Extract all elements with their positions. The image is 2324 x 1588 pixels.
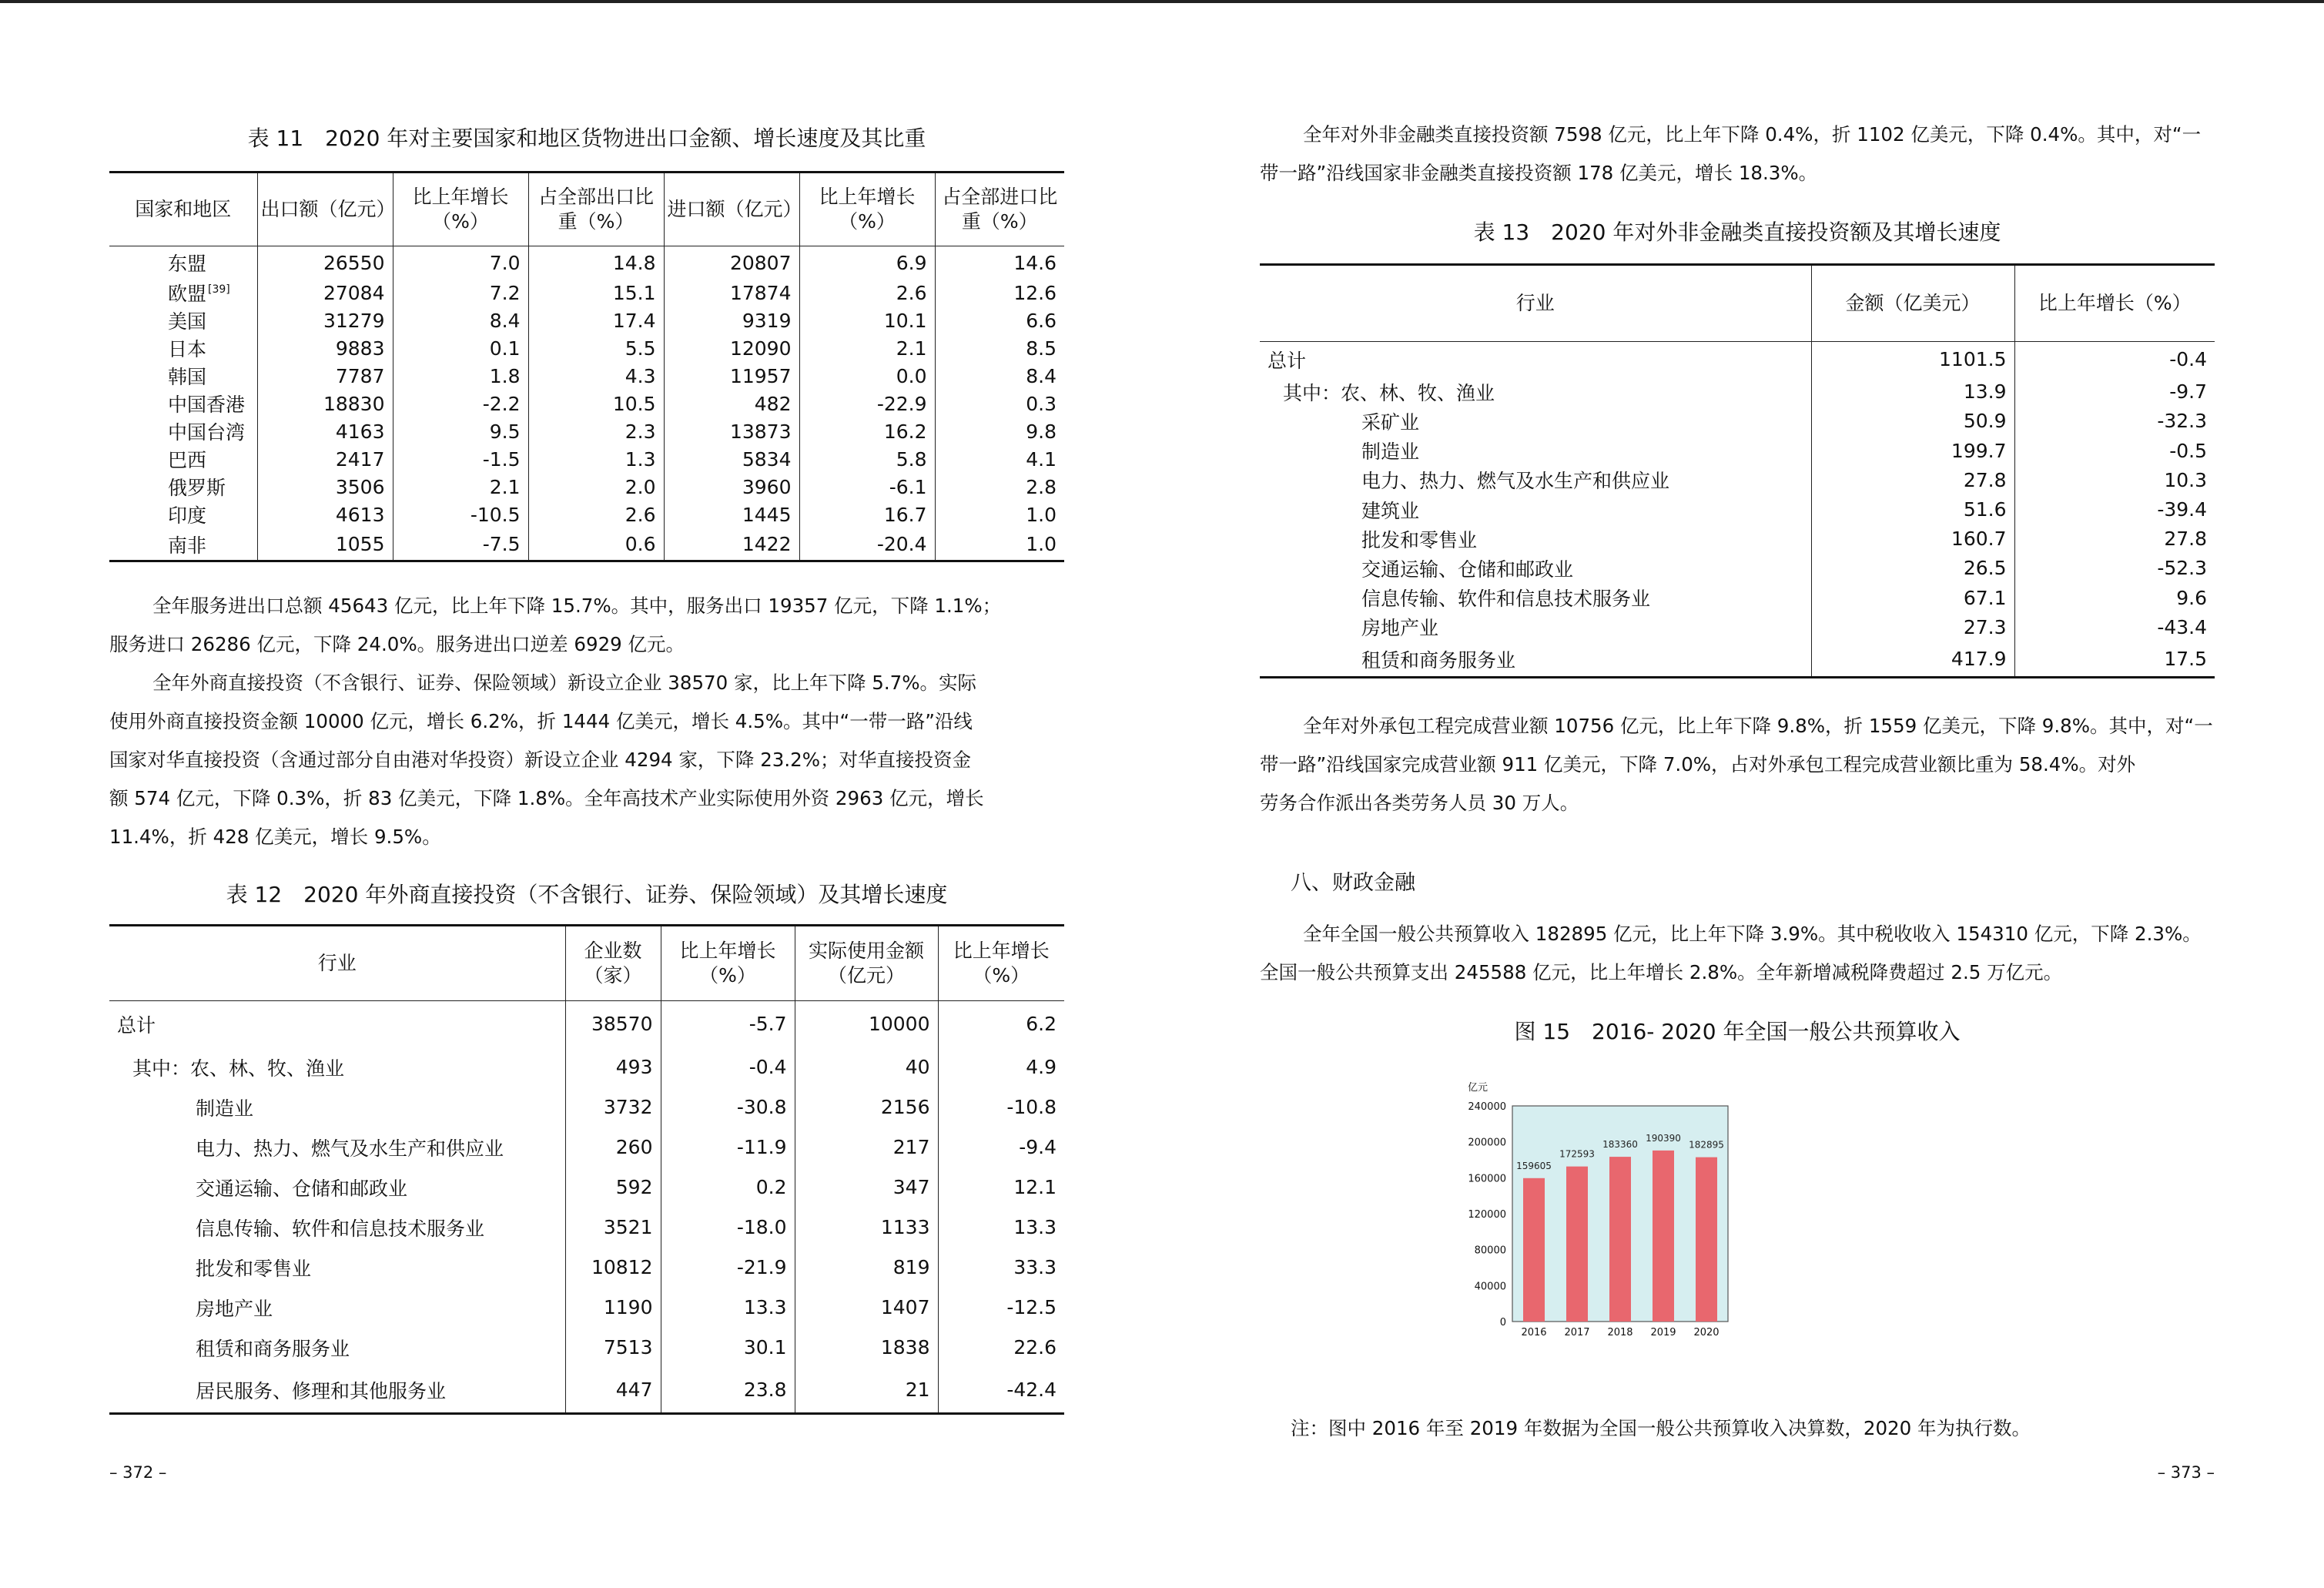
right-page bbox=[1260, 0, 2215, 1588]
table12-cell: -5.7 bbox=[661, 1001, 795, 1047]
bar-2016 bbox=[1523, 1178, 1545, 1322]
table13-row-label: 采矿业 bbox=[1361, 410, 1420, 434]
table12-cell: 493 bbox=[565, 1047, 661, 1087]
table11-cell: 8.5 bbox=[935, 334, 1064, 362]
table12-cell: -21.9 bbox=[661, 1248, 795, 1288]
paragraph-services-trade bbox=[109, 587, 1064, 664]
table13-cell: 1101.5 bbox=[1811, 342, 2014, 377]
table13-cell: 199.7 bbox=[1811, 436, 2014, 465]
table11-header: 出口额（亿元） bbox=[257, 173, 393, 246]
table11 bbox=[109, 171, 1064, 562]
paragraph-line: 服务进口 26286 亿元，下降 24.0%。服务进出口逆差 6929 亿元。 bbox=[109, 633, 685, 655]
table12-header-row bbox=[109, 926, 1064, 1001]
table11-cell: 16.2 bbox=[799, 417, 935, 445]
table13-row bbox=[1260, 465, 2215, 494]
table12-row bbox=[109, 1328, 1064, 1368]
x-tick-label-2018: 2018 bbox=[1607, 1327, 1633, 1338]
table11-cell: 27084 bbox=[257, 279, 393, 307]
table12-row bbox=[109, 1168, 1064, 1208]
table11-body bbox=[109, 246, 1064, 561]
table11-cell: 4613 bbox=[257, 501, 393, 528]
table11-cell: 13873 bbox=[664, 417, 799, 445]
table12-cell: 217 bbox=[795, 1127, 938, 1168]
table11-cell: 2.6 bbox=[799, 279, 935, 307]
table11-row-label: 俄罗斯 bbox=[168, 477, 226, 499]
table12-header: 行业 bbox=[317, 952, 357, 974]
table11-cell: 1.3 bbox=[528, 445, 664, 473]
table13-row bbox=[1260, 377, 2215, 407]
table12-body bbox=[109, 1001, 1064, 1414]
table12-cell: 40 bbox=[795, 1047, 938, 1087]
table13-cell: -32.3 bbox=[2014, 407, 2215, 436]
table11-cell: 17874 bbox=[664, 279, 799, 307]
table11-row bbox=[109, 390, 1064, 417]
data-label-2020: 182895 bbox=[1689, 1139, 1724, 1151]
row-label-text: 欧盟 bbox=[168, 283, 207, 305]
table12-cell: 819 bbox=[795, 1248, 938, 1288]
table12-cell: -11.9 bbox=[661, 1127, 795, 1168]
table11-cell: -22.9 bbox=[799, 390, 935, 417]
table11-cell: 2.1 bbox=[799, 334, 935, 362]
table11-cell: 1422 bbox=[664, 528, 799, 561]
table11-header: 比上年增长（%） bbox=[393, 173, 528, 246]
table11-cell: 31279 bbox=[257, 307, 393, 334]
table12-header: 比上年增长（%） bbox=[661, 926, 795, 1001]
table11-row-label: 中国香港 bbox=[168, 394, 246, 416]
table12-cell: 6.2 bbox=[938, 1001, 1064, 1047]
table11-cell: 2.6 bbox=[528, 501, 664, 528]
data-label-2019: 190390 bbox=[1646, 1132, 1681, 1144]
table11-header-row bbox=[109, 173, 1064, 246]
table13-cell: 27.8 bbox=[2014, 524, 2215, 554]
table11-cell: 14.6 bbox=[935, 246, 1064, 280]
x-tick-label-2016: 2016 bbox=[1521, 1327, 1547, 1338]
table13-cell: 27.8 bbox=[1811, 465, 2014, 494]
bar-2020 bbox=[1696, 1157, 1717, 1322]
table11-row-label: 南非 bbox=[168, 534, 207, 557]
paragraph-line: 11.4%，折 428 亿美元，增长 9.5%。 bbox=[109, 826, 441, 848]
bar-2017 bbox=[1566, 1167, 1588, 1322]
data-label-2017: 172593 bbox=[1559, 1148, 1595, 1160]
table11-cell: -2.2 bbox=[393, 390, 528, 417]
table12-row-label: 制造业 bbox=[196, 1097, 254, 1120]
table12-row bbox=[109, 1047, 1064, 1087]
data-label-2016: 159605 bbox=[1516, 1160, 1552, 1171]
table11-row-label: 巴西 bbox=[168, 449, 207, 471]
table12-cell: 1190 bbox=[565, 1288, 661, 1328]
figure15-chart bbox=[1460, 1078, 1753, 1363]
table11-header: 比上年增长（%） bbox=[799, 173, 935, 246]
table12-row bbox=[109, 1001, 1064, 1047]
y-tick-label: 240000 bbox=[1468, 1101, 1506, 1113]
table12-cell: 13.3 bbox=[938, 1208, 1064, 1248]
table12-cell: -10.8 bbox=[938, 1087, 1064, 1127]
table12-cell: -0.4 bbox=[661, 1047, 795, 1087]
table13-cell: -43.4 bbox=[2014, 612, 2215, 642]
table13-row-label: 制造业 bbox=[1361, 441, 1420, 464]
table11-row-label: 东盟 bbox=[168, 253, 207, 275]
table12-cell: 3521 bbox=[565, 1208, 661, 1248]
table11-row bbox=[109, 362, 1064, 390]
table13-row bbox=[1260, 612, 2215, 642]
paragraph-line: 全年全国一般公共预算收入 182895 亿元，比上年下降 3.9%。其中税收收入 154310 亿元，下降 2.3%。 bbox=[1303, 923, 2202, 945]
x-tick-label-2017: 2017 bbox=[1564, 1327, 1590, 1338]
table12-row-label: 信息传输、软件和信息技术服务业 bbox=[196, 1217, 485, 1240]
table13-row bbox=[1260, 583, 2215, 612]
table13-cell: 17.5 bbox=[2014, 642, 2215, 677]
table11-cell: 14.8 bbox=[528, 246, 664, 280]
table12-cell: 447 bbox=[565, 1368, 661, 1414]
table11-cell: 2.1 bbox=[393, 473, 528, 501]
table11-cell: 10.5 bbox=[528, 390, 664, 417]
table11-row-label: 日本 bbox=[168, 338, 207, 360]
table11-row bbox=[109, 307, 1064, 334]
table11-cell: 8.4 bbox=[935, 362, 1064, 390]
table12-row bbox=[109, 1368, 1064, 1414]
table13-cell: 160.7 bbox=[1811, 524, 2014, 554]
table13-row-label: 批发和零售业 bbox=[1361, 528, 1478, 551]
table12-cell: 12.1 bbox=[938, 1168, 1064, 1208]
paragraph-contracted-projects bbox=[1260, 707, 2215, 822]
table13-row bbox=[1260, 554, 2215, 583]
table11-row bbox=[109, 501, 1064, 528]
table11-cell: 1.0 bbox=[935, 501, 1064, 528]
table12-header: 企业数（家） bbox=[565, 926, 661, 1001]
table13-row-label: 租赁和商务服务业 bbox=[1361, 648, 1516, 672]
paragraph-line: 全国一般公共预算支出 245588 亿元，比上年增长 2.8%。全年新增减税降费超过 2.5 万亿元。 bbox=[1260, 961, 2063, 983]
table11-row bbox=[109, 528, 1064, 561]
x-tick-label-2020: 2020 bbox=[1693, 1327, 1720, 1338]
paragraph-foreign-investment bbox=[109, 664, 1064, 856]
table11-row bbox=[109, 246, 1064, 280]
table11-cell: 482 bbox=[664, 390, 799, 417]
table12-row bbox=[109, 1288, 1064, 1328]
table11-row-label: 美国 bbox=[168, 310, 207, 333]
table12-cell: 1407 bbox=[795, 1288, 938, 1328]
table12-cell: 592 bbox=[565, 1168, 661, 1208]
table11-cell: 5834 bbox=[664, 445, 799, 473]
table13-cell: 417.9 bbox=[1811, 642, 2014, 677]
table13-cell: -52.3 bbox=[2014, 554, 2215, 583]
table12-cell: 30.1 bbox=[661, 1328, 795, 1368]
table12-cell: 13.3 bbox=[661, 1288, 795, 1328]
table11-cell: 9.5 bbox=[393, 417, 528, 445]
figure15-caption: 图 15 2016- 2020 年全国一般公共预算收入 bbox=[1514, 1019, 1961, 1044]
table12-cell: 33.3 bbox=[938, 1248, 1064, 1288]
table11-cell: 7.0 bbox=[393, 246, 528, 280]
table11-row bbox=[109, 279, 1064, 307]
table12-row-label: 居民服务、修理和其他服务业 bbox=[196, 1379, 447, 1402]
data-label-2018: 183360 bbox=[1602, 1139, 1638, 1151]
table11-header: 国家和地区 bbox=[135, 198, 232, 220]
section-heading: 八、财政金融 bbox=[1291, 871, 1415, 895]
table12-row-label: 批发和零售业 bbox=[196, 1257, 312, 1280]
table13-row-label: 信息传输、软件和信息技术服务业 bbox=[1361, 588, 1651, 611]
paragraph-line: 全年外商直接投资（不含银行、证券、保险领域）新设立企业 38570 家，比上年下降 5.7%。实际 bbox=[152, 672, 977, 694]
table12-header: 比上年增长（%） bbox=[938, 926, 1064, 1001]
paragraph-line: 全年对外非金融类直接投资额 7598 亿元，比上年下降 0.4%，折 1102 亿美元，下降 0.4%。其中，对“一 bbox=[1303, 123, 2202, 146]
table12-cell: 10000 bbox=[795, 1001, 938, 1047]
table11-caption: 表 11 2020 年对主要国家和地区货物进出口金额、增长速度及其比重 bbox=[247, 126, 926, 151]
table12-cell: 21 bbox=[795, 1368, 938, 1414]
table11-cell: 1.0 bbox=[935, 528, 1064, 561]
page-number-right: – 373 – bbox=[2157, 1463, 2215, 1482]
table12-cell: 347 bbox=[795, 1168, 938, 1208]
table12-cell: -30.8 bbox=[661, 1087, 795, 1127]
table11-cell: 12090 bbox=[664, 334, 799, 362]
table11-row-label: 印度 bbox=[168, 504, 207, 527]
table11-cell: -6.1 bbox=[799, 473, 935, 501]
table13-cell: 26.5 bbox=[1811, 554, 2014, 583]
table11-cell: 15.1 bbox=[528, 279, 664, 307]
y-tick-label: 80000 bbox=[1474, 1245, 1506, 1257]
y-tick-label: 0 bbox=[1499, 1317, 1506, 1328]
table12-cell: 1838 bbox=[795, 1328, 938, 1368]
table13-row-label: 建筑业 bbox=[1361, 499, 1420, 522]
table11-cell: 4.1 bbox=[935, 445, 1064, 473]
table11-row-label: 中国台湾 bbox=[168, 421, 246, 444]
table13-row bbox=[1260, 342, 2215, 377]
x-tick-label-2019: 2019 bbox=[1650, 1327, 1676, 1338]
table13-row-label: 房地产业 bbox=[1361, 617, 1439, 640]
table13-row-label: 电力、热力、燃气及水生产和供应业 bbox=[1361, 470, 1670, 493]
table13-row bbox=[1260, 494, 2215, 524]
table11-cell: 0.3 bbox=[935, 390, 1064, 417]
table11-row-label bbox=[109, 279, 257, 307]
left-page bbox=[109, 0, 1064, 1588]
table13-row bbox=[1260, 407, 2215, 436]
table12-cell: 38570 bbox=[565, 1001, 661, 1047]
bar-chart-svg bbox=[1460, 1078, 1753, 1363]
table13-header: 行业 bbox=[1515, 292, 1555, 314]
table12-row-label: 交通运输、仓储和邮政业 bbox=[196, 1177, 408, 1200]
paragraph-line: 带一路”沿线国家完成营业额 911 亿美元，下降 7.0%，占对外承包工程完成营业额比重为 58.4%。对外 bbox=[1260, 753, 2136, 776]
table12-row bbox=[109, 1087, 1064, 1127]
table11-header: 进口额（亿元） bbox=[664, 173, 799, 246]
table11-cell: 9883 bbox=[257, 334, 393, 362]
table11-cell: 3960 bbox=[664, 473, 799, 501]
paragraph-line: 劳务合作派出各类劳务人员 30 万人。 bbox=[1260, 792, 1579, 814]
table11-cell: 20807 bbox=[664, 246, 799, 280]
table11-cell: 1055 bbox=[257, 528, 393, 561]
y-tick-label: 40000 bbox=[1474, 1281, 1506, 1293]
bar-2019 bbox=[1653, 1151, 1674, 1322]
table12-cell: 4.9 bbox=[938, 1047, 1064, 1087]
table13-cell: -0.4 bbox=[2014, 342, 2215, 377]
paragraph-line: 额 574 亿元，下降 0.3%，折 83 亿美元，下降 1.8%。全年高技术产业实际使用外资 2963 亿元，增长 bbox=[109, 787, 984, 809]
table12-caption: 表 12 2020 年外商直接投资（不含银行、证券、保险领域）及其增长速度 bbox=[226, 882, 948, 907]
table12-cell: -42.4 bbox=[938, 1368, 1064, 1414]
table12-cell: 22.6 bbox=[938, 1328, 1064, 1368]
table12-cell: 3732 bbox=[565, 1087, 661, 1127]
paragraph-line: 国家对华直接投资（含通过部分自由港对华投资）新设立企业 4294 家，下降 23.2%；对华直接投资金 bbox=[109, 749, 972, 771]
table13-cell: 27.3 bbox=[1811, 612, 2014, 642]
table11-cell: -10.5 bbox=[393, 501, 528, 528]
table11-cell: 18830 bbox=[257, 390, 393, 417]
table11-row bbox=[109, 334, 1064, 362]
table12-cell: 1133 bbox=[795, 1208, 938, 1248]
table13-row bbox=[1260, 642, 2215, 677]
table11-cell: 10.1 bbox=[799, 307, 935, 334]
footnote-marker: [39] bbox=[208, 283, 230, 296]
table13-row-label: 总计 bbox=[1267, 349, 1307, 372]
paragraph-outward-investment bbox=[1260, 116, 2215, 193]
table13-cell: 51.6 bbox=[1811, 494, 2014, 524]
table13-header: 金额（亿美元） bbox=[1811, 265, 2014, 342]
table12-row-label: 其中：农、林、牧、渔业 bbox=[132, 1057, 345, 1080]
table11-cell: 7787 bbox=[257, 362, 393, 390]
table11-cell: 1.8 bbox=[393, 362, 528, 390]
table13-row bbox=[1260, 436, 2215, 465]
table11-cell: 7.2 bbox=[393, 279, 528, 307]
y-axis-label: 亿元 bbox=[1468, 1082, 1488, 1094]
table13-caption: 表 13 2020 年对外非金融类直接投资额及其增长速度 bbox=[1473, 219, 2001, 245]
figure-note: 注：图中 2016 年至 2019 年数据为全国一般公共预算收入决算数，2020 年为执行数。 bbox=[1291, 1417, 2031, 1439]
table12-cell: 10812 bbox=[565, 1248, 661, 1288]
table11-cell: 8.4 bbox=[393, 307, 528, 334]
paragraph-line: 使用外商直接投资金额 10000 亿元，增长 6.2%，折 1444 亿美元，增长 4.5%。其中“一带一路”沿线 bbox=[109, 710, 973, 732]
table12-row bbox=[109, 1127, 1064, 1168]
table11-header: 占全部进口比重（%） bbox=[935, 173, 1064, 246]
table13-row-label: 其中：农、林、牧、渔业 bbox=[1283, 381, 1495, 404]
table13-body bbox=[1260, 342, 2215, 678]
table13-row bbox=[1260, 524, 2215, 554]
table12-cell: -18.0 bbox=[661, 1208, 795, 1248]
table13-cell: 50.9 bbox=[1811, 407, 2014, 436]
table11-cell: 17.4 bbox=[528, 307, 664, 334]
table12-row-label: 房地产业 bbox=[196, 1297, 273, 1320]
table11-row-label: 韩国 bbox=[168, 366, 207, 388]
table13-header-row bbox=[1260, 265, 2215, 342]
table12-row bbox=[109, 1208, 1064, 1248]
paragraph-public-finance bbox=[1260, 915, 2215, 992]
table11-cell: 5.8 bbox=[799, 445, 935, 473]
bar-2018 bbox=[1609, 1157, 1631, 1322]
table12-cell: 23.8 bbox=[661, 1368, 795, 1414]
table11-cell: 4163 bbox=[257, 417, 393, 445]
table12-row-label: 租赁和商务服务业 bbox=[196, 1337, 350, 1360]
table11-cell: 0.0 bbox=[799, 362, 935, 390]
page-number-left: – 372 – bbox=[109, 1463, 167, 1482]
table13-cell: 13.9 bbox=[1811, 377, 2014, 407]
table11-cell: 4.3 bbox=[528, 362, 664, 390]
table11-cell: -1.5 bbox=[393, 445, 528, 473]
table11-row bbox=[109, 445, 1064, 473]
table13-row-label: 交通运输、仓储和邮政业 bbox=[1361, 558, 1574, 581]
table11-row bbox=[109, 417, 1064, 445]
table11-cell: 11957 bbox=[664, 362, 799, 390]
table12-cell: 0.2 bbox=[661, 1168, 795, 1208]
table11-cell: 2.0 bbox=[528, 473, 664, 501]
table12-cell: 260 bbox=[565, 1127, 661, 1168]
table11-cell: 1445 bbox=[664, 501, 799, 528]
table11-cell: 2.3 bbox=[528, 417, 664, 445]
table12-row bbox=[109, 1248, 1064, 1288]
table13-header: 比上年增长（%） bbox=[2014, 265, 2215, 342]
y-tick-label: 120000 bbox=[1468, 1209, 1506, 1221]
table11-cell: 2.8 bbox=[935, 473, 1064, 501]
table11-row bbox=[109, 473, 1064, 501]
paragraph-line: 全年对外承包工程完成营业额 10756 亿元，比上年下降 9.8%，折 1559 亿美元，下降 9.8%。其中，对“一 bbox=[1303, 715, 2213, 737]
table11-cell: 6.6 bbox=[935, 307, 1064, 334]
table11-cell: 12.6 bbox=[935, 279, 1064, 307]
table13 bbox=[1260, 263, 2215, 678]
table11-cell: 2417 bbox=[257, 445, 393, 473]
table11-cell: 0.1 bbox=[393, 334, 528, 362]
table13-cell: 67.1 bbox=[1811, 583, 2014, 612]
table11-cell: 9.8 bbox=[935, 417, 1064, 445]
table11-cell: -20.4 bbox=[799, 528, 935, 561]
table12-cell: 7513 bbox=[565, 1328, 661, 1368]
table11-cell: -7.5 bbox=[393, 528, 528, 561]
table13-cell: 10.3 bbox=[2014, 465, 2215, 494]
table13-cell: -0.5 bbox=[2014, 436, 2215, 465]
table12-row-label: 总计 bbox=[117, 1013, 156, 1037]
table11-cell: 6.9 bbox=[799, 246, 935, 280]
table11-cell: 3506 bbox=[257, 473, 393, 501]
table12-cell: -9.4 bbox=[938, 1127, 1064, 1168]
table12 bbox=[109, 924, 1064, 1415]
y-tick-label: 160000 bbox=[1468, 1173, 1506, 1185]
table12-header: 实际使用金额（亿元） bbox=[795, 926, 938, 1001]
table11-cell: 0.6 bbox=[528, 528, 664, 561]
table12-row-label: 电力、热力、燃气及水生产和供应业 bbox=[196, 1137, 504, 1160]
y-tick-label: 200000 bbox=[1468, 1137, 1506, 1149]
paragraph-line: 带一路”沿线国家非金融类直接投资额 178 亿美元，增长 18.3%。 bbox=[1260, 162, 1818, 184]
table11-header: 占全部出口比重（%） bbox=[528, 173, 664, 246]
table13-cell: -9.7 bbox=[2014, 377, 2215, 407]
table11-cell: 9319 bbox=[664, 307, 799, 334]
table11-cell: 26550 bbox=[257, 246, 393, 280]
table12-cell: -12.5 bbox=[938, 1288, 1064, 1328]
paragraph-line: 全年服务进出口总额 45643 亿元，比上年下降 15.7%。其中，服务出口 19357 亿元，下降 1.1%； bbox=[152, 595, 1002, 617]
table11-cell: 16.7 bbox=[799, 501, 935, 528]
table12-cell: 2156 bbox=[795, 1087, 938, 1127]
table11-cell: 5.5 bbox=[528, 334, 664, 362]
table13-cell: -39.4 bbox=[2014, 494, 2215, 524]
table13-cell: 9.6 bbox=[2014, 583, 2215, 612]
